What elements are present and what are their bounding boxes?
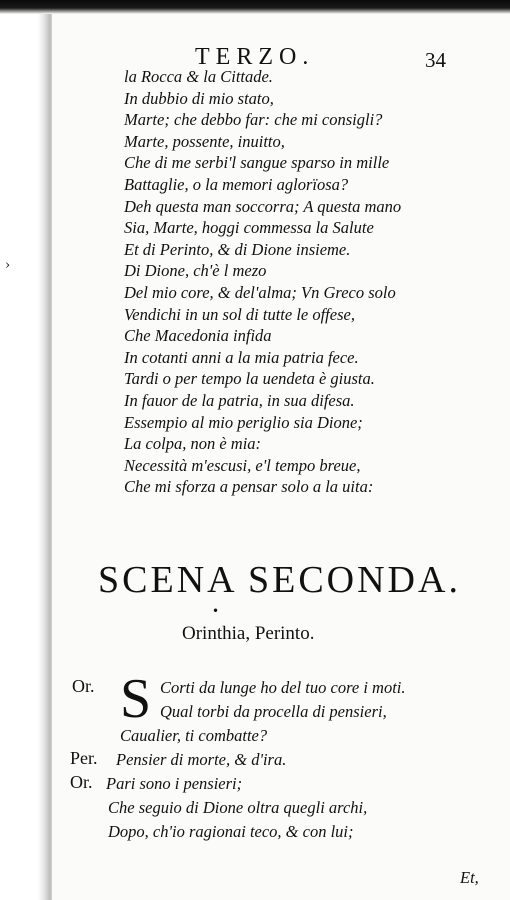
dialogue-line: Pari sono i pensieri; [106,774,243,793]
verse-line: Di Dione, ch'è l mezo [124,261,267,281]
verse-line: In cotanti anni a la mia patria fece. [124,347,359,367]
verse-line: In fauor de la patria, in sua difesa. [124,390,355,410]
dialogue-line: Che seguio di Dione oltra quegli archi, [108,798,368,817]
speaker-label: Or. [72,676,95,696]
verse-line: Tardi o per tempo la uendeta è giusta. [124,369,375,389]
speaker-label: Or. [70,772,93,792]
margin-mark: › [5,258,11,273]
verse-line: Marte; che debbo far: che mi consigli? [124,110,383,130]
verse-line: Vendichi in un sol di tutte le offese, [124,304,355,324]
verse-line: la Rocca & la Cittade. [124,67,273,86]
verse-line: Necessità m'escusi, e'l tempo breue, [124,455,361,475]
verse-list [124,66,401,498]
catchword: Et, [460,868,479,887]
verse-line: In dubbio di mio stato, [124,88,274,108]
dialogue-line: Qual torbi da procella di pensieri, [160,702,387,721]
verse-line: Battaglie, o la memori aglorïosa? [124,174,349,194]
verse-line: Che di me serbi'l sangue sparso in mille [124,153,390,173]
speaker-label: Per. [70,748,98,768]
scene-title: SCENA SECONDA. [98,559,461,601]
verse-line: Del mio core, & del'alma; Vn Greco solo [124,282,396,302]
ornament-dot: • [212,604,220,618]
dialogue-line: Caualier, ti combatte? [120,726,268,745]
scene-characters: Orinthia, Perinto. [182,623,315,644]
dialogue-line: Corti da lunge ho del tuo core i moti. [160,678,406,697]
verse-line: La colpa, non è mia: [124,434,262,454]
page-top-edge [0,0,510,14]
verse-line: Deh questa man soccorra; A questa mano [124,196,402,216]
dialogue-line: Dopo, ch'io ragionai teco, & con lui; [108,822,354,841]
verse-line: Essempio al mio periglio sia Dione; [124,412,363,432]
verse-line: Marte, possente, inuitto, [124,131,285,151]
verse-line: Et di Perinto, & di Dione insieme. [124,239,351,259]
verse-line: Sia, Marte, hoggi commessa la Salute [124,218,374,238]
dialogue-line: Pensier di morte, & d'ira. [116,750,287,769]
page-gutter [0,0,52,900]
running-title: TERZO. [195,44,315,70]
page-number: 34 [425,48,446,72]
verse-line: Che Macedonia infida [124,326,272,346]
verse-line: Che mi sforza a pensar solo a la uita: [124,477,374,497]
drop-cap: S [120,668,152,730]
